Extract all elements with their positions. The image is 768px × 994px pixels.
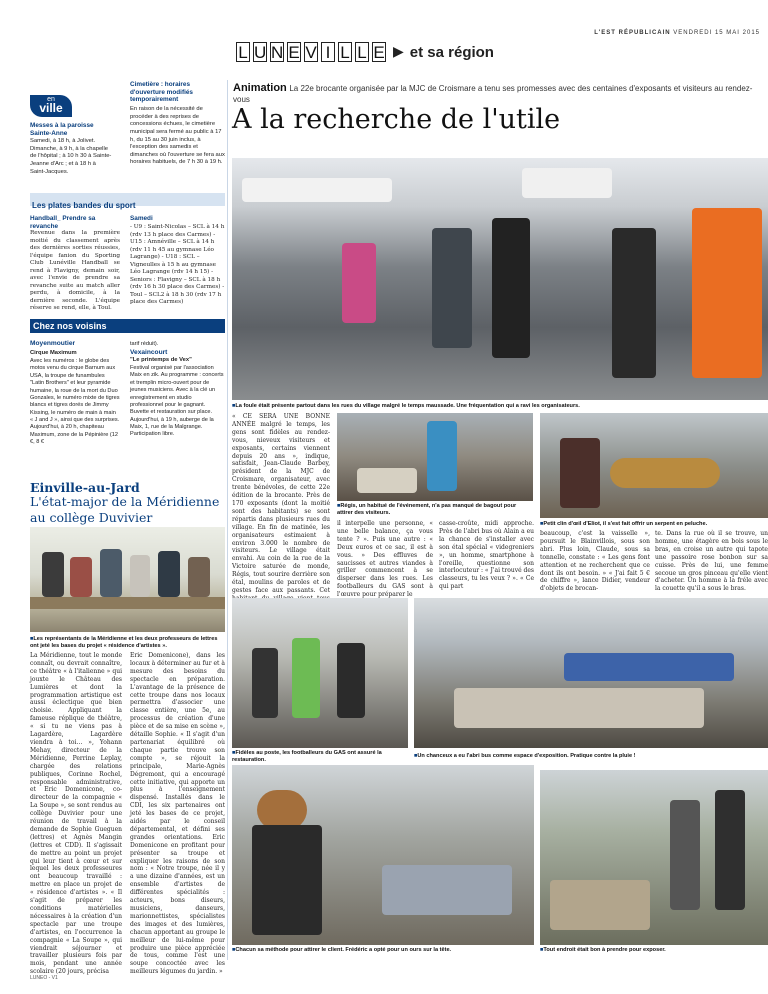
photo-eliot bbox=[540, 413, 768, 518]
main-photo-caption: ■ La foule était présente partout dans les rues du village malgré le temps maussade. Une fréquentation qui a ravi les organisateurs. bbox=[232, 403, 768, 410]
cimetiere-text: En raison de la nécessité de procéder à des reprises de concessions échues, le cimetière municipal sera fermé au public à 17 h, du 15 au 30 juin inclus, à l'exception des samedis et dimanches où l'ouverture se fera aux horaires habituels, de 7 h 30 à 19 h. bbox=[130, 106, 225, 166]
main-body2: il interpelle une personne, « une belle balance, ça vous tente ? ». Puis une autre : « Deux euros et ce sac, il est à vous. » Des effluves de saucisses et autres viandes à griller commencent à se disperser dans les rues. Les footballeurs du GAS sont à l'œuvre pour préparer le bbox=[337, 520, 433, 599]
section-letter: V bbox=[305, 43, 317, 62]
einville-title: L'état-major de la Méridienne au collège Duvivier bbox=[30, 494, 220, 525]
voisins-band bbox=[30, 319, 225, 333]
samedi-title: Samedi bbox=[130, 215, 153, 222]
main-intro: La 22e brocante organisée par la MJC de Croismare a tenu ses promesses avec des centaines d'exposants et visiteurs au rendez-vous bbox=[233, 84, 753, 105]
cirque-title: Cirque Maximum bbox=[30, 350, 77, 356]
main-body5: te. Dans la rue où il se trouve, un homme, une étagère en bois sous le bras, en croise un autre qui tapote une passoire rose bonbon sur sa cuisse. Près de lui, une femme secoue un gros pinceau qu'elle vient d'acheter. Un homme à la fréle avec la couette qu'il a sous le bras. bbox=[655, 530, 768, 593]
cirque-text: Avec les numéros : le globe des motos venu du cirque Barnum aux USA, la troupe de funambules "Latin Brothers" et leur pyramide humaine, la roue de la mort du Duo Gonzales, le numéro mixte de tigres blancs et tigres dorés de Jimmy Kissing, le numéro de main à main « J and J », ainsi que des surprises. Aujourd'hui, à 20 h, chapiteau Maximum, zone de la Pépinière (12 €, 8 € bbox=[30, 358, 120, 446]
section-letter: L bbox=[355, 42, 369, 62]
einville-caption: ■ Les représentants de la Méridienne et les deux professeurs de lettres ont jeté les bases du projet « résidence d'artistes ». bbox=[30, 636, 225, 650]
cirque-text-cont: tarif réduit). bbox=[130, 341, 159, 347]
main-title: A la recherche de l'utile bbox=[232, 104, 561, 135]
einville-photo bbox=[30, 527, 225, 632]
issue-date: VENDREDI 15 MAI 2015 bbox=[673, 30, 760, 36]
photo-abribus bbox=[414, 598, 768, 748]
section-letter: N bbox=[271, 43, 284, 62]
messes-title: Messes à la paroisse Sainte-Anne bbox=[30, 122, 94, 137]
photo-abribus-caption: ■ Un chanceux a eu l'abri bus comme espace d'exposition. Pratique contre la pluie ! bbox=[414, 753, 768, 760]
photo-regis-caption: ■ Régis, un habitué de l'événement, n'a pas manqué de bagout pour attirer des visiteurs. bbox=[337, 503, 533, 517]
en-ville-logo bbox=[30, 95, 72, 117]
column-divider bbox=[227, 80, 228, 960]
newspaper-name: L'EST RÉPUBLICAIN bbox=[594, 30, 671, 36]
messes-text: Samedi, à 18 h, à Jolivet. Dimanche, à 9 h, à la chapelle de l'hôpital ; à 10 h 30 à Sainte-Jeanne d'Arc ; et à 18 h à Saint-Jacques. bbox=[30, 138, 112, 175]
main-body1: « CE SERA UNE BONNE ANNÉE malgré le temps, les gens sont fidèles au rendez-vous, nieveux visiteurs et exposants, certains viennent depuis 20 ans », indique, satisfait, Jean-Claude Barbey, président de la MJC de Croismare, organisateur, avec trente bénévoles, de cette 22e édition de la brocante. Près de 170 exposants (dont la moitié sont des habitants) se sont répartis dans plusieurs rues du village. En fin de matinée, les organisateurs estimaient à environ 3.000 le nombre de visiteurs. Le village était envahi. Au coin de la rue de la Victoire saturée de monde, Régis, tout sourire derrière son étal, moulins de paroles et de gestes face aux passants. Cet bbox=[232, 413, 330, 594]
photo-footballeurs-caption: ■ Fidèles au poste, les footballeurs du GAS ont assuré la restauration. bbox=[232, 750, 408, 764]
page-footer: LUNEO - V1 bbox=[30, 975, 58, 981]
sport-band bbox=[30, 193, 225, 210]
main-kicker: Animation bbox=[233, 82, 287, 94]
section-letters bbox=[236, 42, 386, 62]
main-header bbox=[233, 82, 753, 105]
main-body4: beaucoup, c'est la vaisselle », poursuit le Blainvillois, sous son abri. Plus loin, Claude, sous sa tonnelle, constate : « Les gens font attention et ne recherchent que ce dont ils ont besoin. » « J'ai fait 5 € de chiffre », lance Didier, vendeur d'objets de brocan- bbox=[540, 530, 650, 593]
newspaper-header bbox=[540, 30, 760, 36]
samedi-text: - U9 : Saint-Nicolas – SCL à 14 h (rdv 13 h place des Carmes) - U15 : Amnéville – SCL à 14 h (rdv 11 h 45 au gymnase Léo Lagrange) - U18 : SCL – Vigneulles à 15 h au gymnase Léo Lagrange (rdv 14 h 15) - Seniors : Flavigny – SCL à 18 h (rdv 16 h 30 place des Carmes) - Toul – SCL2 à 18 h 30 (rdv 17 h place des Carmes) bbox=[130, 224, 225, 306]
cimetiere-title: Cimetière : horaires d'ouverture modifiés temporairement bbox=[130, 81, 193, 104]
photo-endroit bbox=[540, 770, 768, 945]
handball-title: Handball_ Prendre sa revanche bbox=[30, 215, 96, 230]
main-body3: casse-croûte, midi approche. Près de l'abri bus où Alain a eu la chance de s'installer avec son étal spécial « videgreniers », un homme, smartphone à l'oreille, questionne son interlocuteur : « J'ai trouvé des classeurs, tu les veux ? ». « Ce qui part bbox=[439, 520, 535, 591]
handball-text: Revenue dans la première moitié du classement après des dernières sorties réussies, l'équipe fanion du Sporting Club Lunéville Handball se rend à Flavigny, demain soir, avec l'envie de prendre sa revanche suite au match aller perdu, à domicile, à la dernière seconde. L'équipe réserve se rend, elle, à Toul. bbox=[30, 230, 120, 312]
sport-band-title: Les plates bandes du sport bbox=[32, 201, 136, 210]
logo-top: en bbox=[47, 96, 55, 103]
section-title bbox=[236, 40, 494, 64]
vexaincourt-title: Vexaincourt bbox=[130, 349, 168, 356]
section-letter: L bbox=[338, 42, 352, 62]
section-letter: L bbox=[236, 42, 250, 62]
section-letter: E bbox=[288, 43, 300, 62]
voisins-place: Moyenmoutier bbox=[30, 340, 76, 347]
logo-bottom: ville bbox=[39, 100, 63, 115]
photo-ours bbox=[232, 765, 534, 945]
einville-kicker: Einville-au-Jard bbox=[30, 480, 140, 495]
photo-footballeurs bbox=[232, 598, 408, 748]
photo-ours-caption: ■ Chacun sa méthode pour attirer le client. Frédéric a opté pour un ours sur la tête. bbox=[232, 947, 534, 954]
section-subtitle: et sa région bbox=[409, 43, 494, 61]
vexaincourt-sub: "Le printemps de Vex" bbox=[130, 357, 192, 363]
einville-col2: Eric Domenicone), dans les locaux à déterminer au fur et à mesure des besoins du spectacle en préparation. L'avantage de la présence de cette troupe dans nos locaux permettra d'associer une classe entière, une 5e, au processus de création d'une pièce et de sa mise en scène », détaille Sophie. « Il s'agit d'un partenariat équilibré où chaque partie trouve son compte », se réjouit la principale, Marie-Agnès Dégremont, qui a encouragé cette initiative, qui apporte un plus à l'enseignement dispensé. Installés dans le CDI, les six partenaires ont jeté les bases de ce projet, aidés par le conseil départemental, et défini ses grandes orientations. Eric Domenicone en profitant pour présenter sa troupe et expliquer les raisons de son nom : « Notre troupe, née il y a une dizaine d'années, est un ensemble d'artistes de différentes spécialités : acteurs, bons diseurs, musiciens, danseurs, marionnettistes, spécialistes des images et des lumières, chacun apportant au groupe le meilleur de lui-même pour produire une pièce appréciée de tous, comme l'est une soupe concoctée avec les meilleurs légumes du jardin. » bbox=[130, 652, 225, 976]
photo-regis bbox=[337, 413, 533, 501]
photo-endroit-caption: ■ Tout endroit était bon à prendre pour exposer. bbox=[540, 947, 768, 954]
photo-eliot-caption: ■ Petit clin d'œil d'Eliot, il s'est fait offrir un serpent en peluche. bbox=[540, 521, 768, 528]
vexaincourt-text: Festival organisé par l'association Maix en zik. Au programme : concerts et tremplin micro-ouvert pour de jeunes musiciens. Avec à la clé un enregistrement en studio professionnel pour le gagnant. Buvette et restauration sur place. Aujourd'hui, à 19 h, auberge de la Maix, 1, rue de la Malgrange. Participation libre. bbox=[130, 365, 224, 438]
section-letter: I bbox=[321, 42, 335, 62]
main-photo bbox=[232, 158, 768, 400]
section-letter: E bbox=[373, 43, 385, 62]
arrow-icon: ▶ bbox=[393, 44, 404, 60]
section-letter: U bbox=[254, 43, 267, 62]
einville-col1: La Méridienne, tout le monde connaît, ou devrait connaître, ce théâtre « à l'italienne » qui jouxte le Château des Lumières et dont la programmation artistique est aussi éclectique que bien choisie. Appliquant la fameuse réplique de théâtre, « si tu ne viens pas à Lagardère, Lagardère viendra à toi… », Yohann Mehay, directeur de la Méridienne, Perrine Leplay, chargée des relations publiques, Corinne Rochel, responsable administrative, et Eric Domenicone, co-directeur de la compagnie « La Soupe », se sont rendus au collège Duvivier pour une réunion de travail à la demande de Sophie Gueguen (lettres) et Agnès Mangin (lettres et CDD). Il s'agissait de mettre au point un projet qui leur tient à cœur et sur lequel les deux professeures ont beaucoup travaillé : mettre en place un projet de « résidence d'artistes ». « Il s'agit de préparer les conditions matérielles nécessaires à la création d'un spectacle par une troupe d'artistes, en l'occurrence la compagnie « La Soupe », qui viendrait séjourner et travailler plusieurs fois par mois, pendant une année scolaire (20 jours, précisa bbox=[30, 652, 122, 976]
voisins-band-title: Chez nos voisins bbox=[33, 321, 107, 331]
